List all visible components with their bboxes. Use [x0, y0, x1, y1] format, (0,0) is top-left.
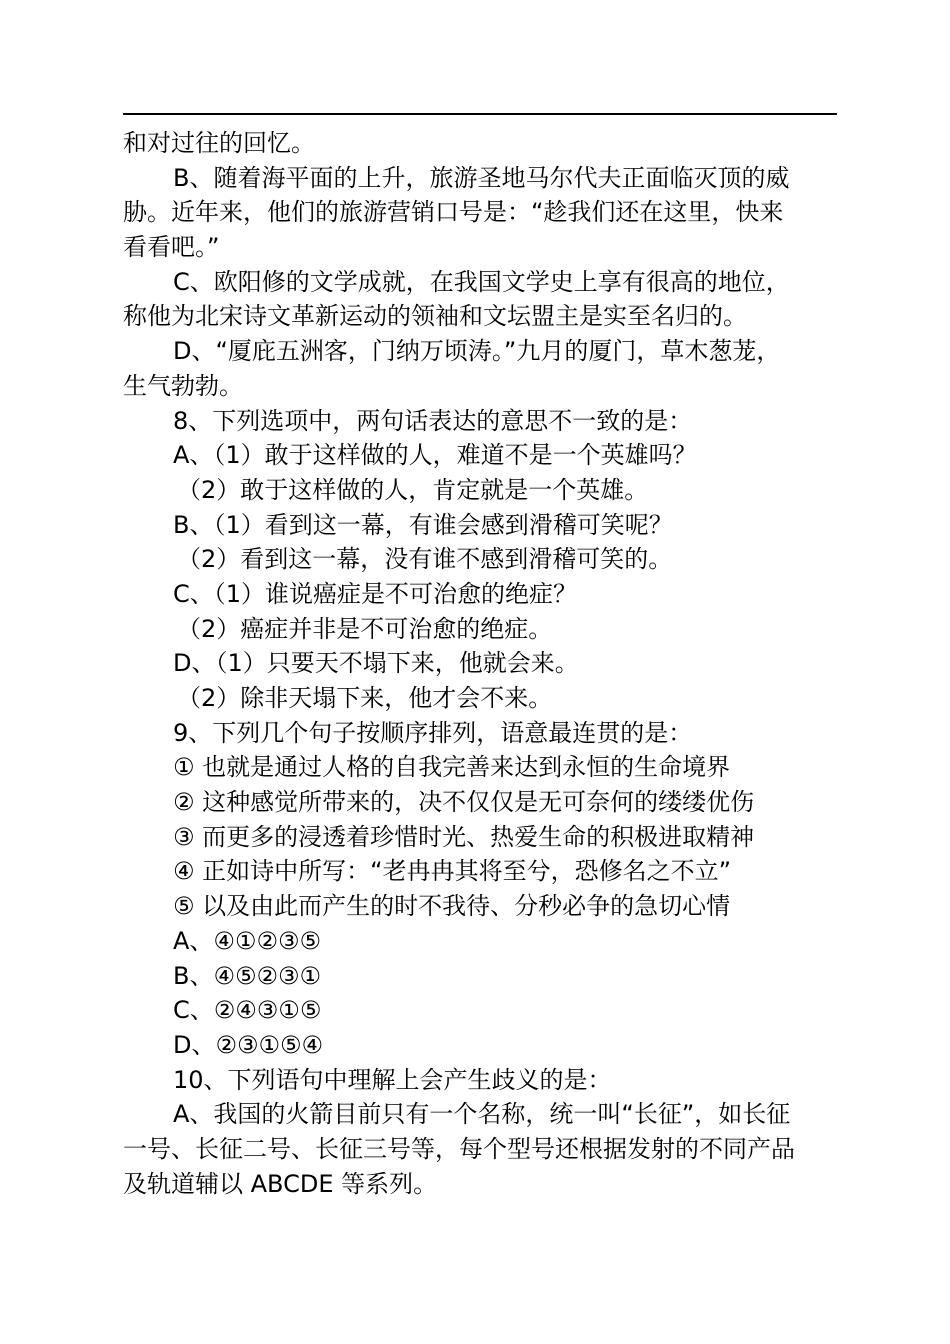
- q7-option-d-line-2: 生气勃勃。: [123, 371, 243, 400]
- q10-option-a-line-1: A、我国的火箭目前只有一个名称，统一叫“长征”，如长征: [173, 1100, 791, 1129]
- q9-stem: 9、下列几个句子按顺序排列，语意最连贯的是：: [173, 718, 693, 747]
- q7-option-d-line-1: D、“厦庇五洲客，门纳万顷涛。”九月的厦门，草木葱茏，: [173, 337, 781, 366]
- q7-option-b-line-2: 胁。近年来，他们的旅游营销口号是：“趁我们还在这里，快来: [123, 198, 784, 227]
- q8-option-a-2: （2）敢于这样做的人，肯定就是一个英雄。: [177, 475, 649, 504]
- q8-option-a-1: A、（1）敢于这样做的人，难道不是一个英雄吗？: [173, 441, 697, 470]
- continuation-line: 和对过往的回忆。: [123, 129, 315, 157]
- q8-option-d-2: （2）除非天塌下来，他才会不来。: [177, 684, 553, 712]
- q10-option-a-line-2: 一号、长征二号、长征三号等，每个型号还根据发射的不同产品: [123, 1134, 795, 1163]
- q8-option-b-2: （2）看到这一幕，没有谁不感到滑稽可笑的。: [177, 545, 673, 574]
- q9-sentence-2: ② 这种感觉所带来的，决不仅仅是无可奈何的缕缕优伤: [173, 788, 755, 817]
- header-rule: [123, 113, 837, 115]
- q9-option-b: B、④⑤②③①: [173, 961, 322, 990]
- q9-sentence-5: ⑤ 以及由此而产生的时不我待、分秒必争的急切心情: [173, 892, 731, 921]
- q10-stem: 10、下列语句中理解上会产生歧义的是：: [173, 1065, 612, 1094]
- q9-sentence-1: ① 也就是通过人格的自我完善来达到永恒的生命境界: [173, 753, 731, 782]
- q9-option-a: A、④①②③⑤: [173, 926, 321, 955]
- q10-option-a-line-3: 及轨道辅以 ABCDE 等系列。: [123, 1169, 438, 1198]
- q9-option-c: C、②④③①⑤: [173, 996, 322, 1025]
- q8-option-c-2: （2）癌症并非是不可治愈的绝症。: [177, 614, 553, 643]
- q9-sentence-4: ④ 正如诗中所写：“老冉冉其将至兮，恐修名之不立”: [173, 857, 732, 886]
- q7-option-c-line-2: 称他为北宋诗文革新运动的领袖和文坛盟主是实至名归的。: [123, 302, 747, 331]
- q7-option-c-line-1: C、欧阳修的文学成就，在我国文学史上享有很高的地位，: [173, 267, 790, 296]
- q9-option-d: D、②③①⑤④: [173, 1030, 324, 1059]
- q8-option-d-1: D、（1）只要天不塌下来，他就会来。: [173, 649, 579, 678]
- q8-option-b-1: B、（1）看到这一幕，有谁会感到滑稽可笑呢？: [173, 510, 673, 539]
- document-body: [123, 126, 837, 1201]
- q8-stem: 8、下列选项中，两句话表达的意思不一致的是：: [173, 406, 693, 435]
- q7-option-b-line-1: B、随着海平面的上升，旅游圣地马尔代夫正面临灭顶的威: [173, 163, 790, 192]
- q7-option-b-line-3: 看看吧。”: [123, 233, 220, 262]
- q8-option-c-1: C、（1）谁说癌症是不可治愈的绝症？: [173, 579, 578, 608]
- q9-sentence-3: ③ 而更多的浸透着珍惜时光、热爱生命的积极进取精神: [173, 822, 755, 851]
